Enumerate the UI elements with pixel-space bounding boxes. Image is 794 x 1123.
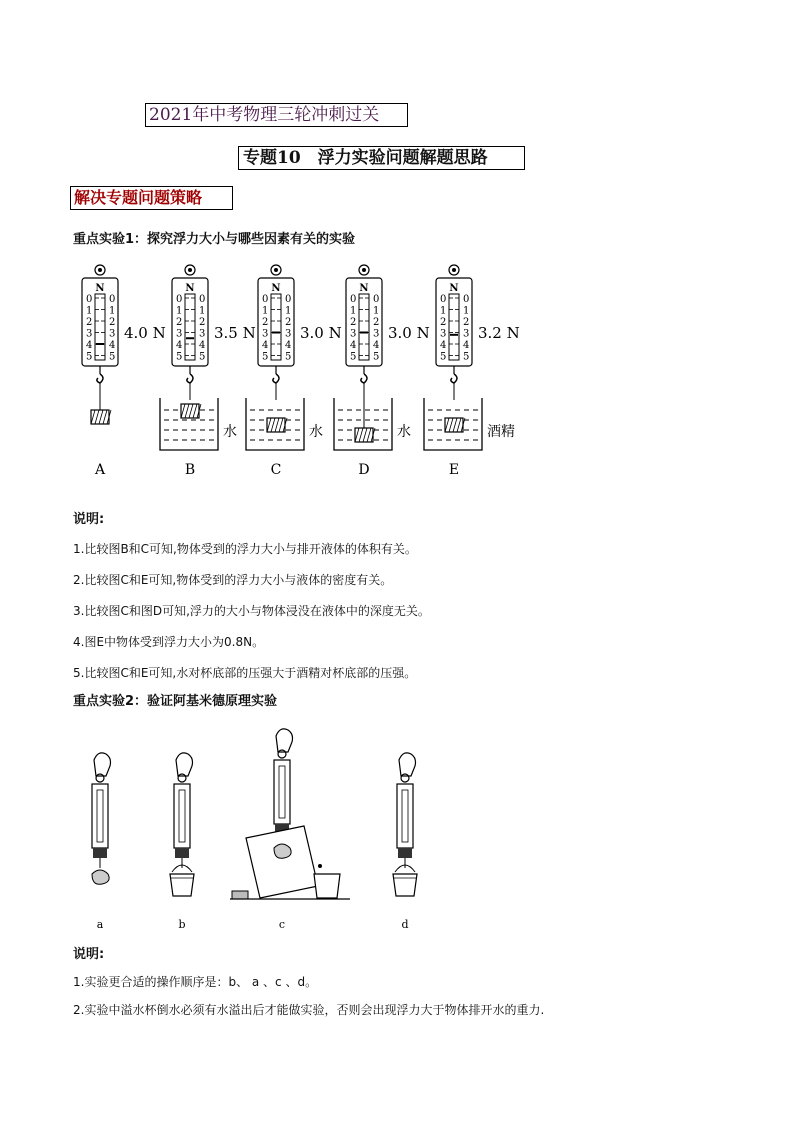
- scale-tick-left: 1: [86, 305, 93, 317]
- liquid-label-B: 水: [223, 424, 237, 440]
- scale-tick-right: 3: [463, 328, 470, 340]
- scale-hook: [361, 374, 367, 383]
- scale-tick-right: 4: [199, 340, 206, 351]
- scale-tick-right: 2: [199, 317, 206, 328]
- liquid-label-E: 酒精: [487, 424, 515, 440]
- scale-tick-left: 1: [262, 305, 269, 317]
- setup-a: [92, 753, 111, 931]
- scale-tick-left: 3: [440, 328, 447, 340]
- scale-reading-B: 3.5 N: [214, 324, 256, 342]
- scale-tick-right: 1: [109, 305, 116, 317]
- scale-tick-right: 3: [285, 328, 292, 340]
- scale-tick-right: 3: [199, 328, 206, 340]
- scale-tick-right: 4: [109, 340, 116, 351]
- scale-tick-right: 0: [373, 294, 380, 305]
- scale-tick-left: 2: [86, 317, 93, 328]
- spring-scale-D: [334, 265, 430, 478]
- scale-tick-left: 2: [262, 317, 269, 328]
- scale-tube: [449, 294, 459, 360]
- hand-icon: [176, 753, 193, 776]
- scale-reading-D: 3.0 N: [388, 324, 430, 342]
- scale-tick-right: 0: [199, 294, 206, 305]
- small-cup: [314, 874, 340, 898]
- scale-tick-left: 4: [440, 340, 447, 351]
- setup-d: [393, 753, 417, 931]
- scale-tube: [95, 294, 105, 360]
- scale-tick-right: 1: [199, 305, 206, 317]
- spring-scale-A: [82, 265, 166, 478]
- scale-tick-right: 0: [285, 294, 292, 305]
- exp1-note-3: 3.比较图C和图D可知,浮力的大小与物体浸没在液体中的深度无关。: [73, 604, 430, 618]
- scale-tick-left: 0: [176, 294, 183, 305]
- exp1-note-4: 4.图E中物体受到浮力大小为0.8N。: [73, 635, 265, 649]
- scale-reading-E: 3.2 N: [478, 324, 520, 342]
- topic-subtitle: 专题10 浮力实验问题解题思路: [238, 146, 525, 170]
- scale-tick-right: 5: [373, 351, 380, 363]
- scale-unit: N: [185, 283, 195, 294]
- hand-icon: [276, 729, 293, 752]
- scale-tick-left: 5: [350, 351, 357, 363]
- scale-tick-left: 4: [350, 340, 357, 351]
- scale-tick-left: 4: [262, 340, 269, 351]
- scale-tick-right: 5: [109, 351, 116, 363]
- scale-tick-right: 4: [373, 340, 380, 351]
- exp2-heading: 重点实验2：验证阿基米德原理实验: [73, 694, 278, 709]
- setup-b: [170, 753, 194, 931]
- scale-tick-right: 4: [285, 340, 292, 351]
- scale-tick-left: 0: [350, 294, 357, 305]
- scale-hook: [97, 374, 103, 383]
- scale-unit: N: [95, 283, 105, 294]
- wedge-block: [232, 891, 248, 899]
- scale-tick-left: 2: [440, 317, 447, 328]
- scale-tick-right: 5: [463, 351, 470, 363]
- scale-tick-right: 3: [373, 328, 380, 340]
- scale-tube: [271, 294, 281, 360]
- figure-label-E: E: [448, 462, 460, 478]
- exp1-notes-title: 说明:: [73, 512, 105, 527]
- scale-tick-right: 5: [285, 351, 292, 363]
- exp2-figure: [70, 720, 450, 940]
- figure-label-a: a: [96, 918, 104, 931]
- hand-icon: [94, 753, 111, 776]
- exp2-note-1: 1.实验更合适的操作顺序是：b、 a 、c 、d。: [73, 975, 318, 989]
- scale-reading-A: 4.0 N: [124, 324, 166, 342]
- overflow-can: [246, 826, 318, 898]
- stone: [274, 844, 291, 858]
- scale-tick-left: 0: [262, 294, 269, 305]
- exp1-heading: 重点实验1：探究浮力大小与哪些因素有关的实验: [73, 232, 356, 247]
- exp1-figure: [60, 258, 540, 488]
- exp2-notes-title: 说明:: [73, 947, 105, 962]
- figure-label-D: D: [358, 462, 370, 478]
- scale-hook: [273, 374, 279, 383]
- strategy-heading: 解决专题问题策略: [70, 186, 233, 210]
- scale-tick-left: 2: [176, 317, 183, 328]
- scale-tick-left: 5: [176, 351, 183, 363]
- scale-tick-left: 4: [86, 340, 93, 351]
- scale-tick-right: 2: [109, 317, 116, 328]
- scale-tick-right: 1: [463, 305, 470, 317]
- figure-label-c: c: [278, 918, 286, 931]
- scale-tick-left: 0: [86, 294, 93, 305]
- scale-unit: N: [359, 283, 369, 294]
- scale-tick-left: 3: [350, 328, 357, 340]
- scale-reading-C: 3.0 N: [300, 324, 342, 342]
- scale-hook: [451, 374, 457, 383]
- scale-tick-left: 2: [350, 317, 357, 328]
- scale-unit: N: [271, 283, 281, 294]
- scale-tick-right: 0: [109, 294, 116, 305]
- scale-tube: [185, 294, 195, 360]
- scale-tick-right: 2: [463, 317, 470, 328]
- scale-tick-left: 0: [440, 294, 447, 305]
- scale-tube: [359, 294, 369, 360]
- exp2-note-2: 2.实验中溢水杯倒水必须有水溢出后才能做实验，否则会出现浮力大于物体排开水的重力.: [73, 1003, 545, 1017]
- figure-label-d: d: [401, 918, 409, 931]
- scale-tick-left: 3: [176, 328, 183, 340]
- scale-tick-left: 3: [86, 328, 93, 340]
- scale-tick-left: 1: [440, 305, 447, 317]
- scale-tick-right: 1: [373, 305, 380, 317]
- scale-tick-left: 5: [440, 351, 447, 363]
- hand-icon: [399, 753, 416, 776]
- scale-tick-right: 3: [109, 328, 116, 340]
- exp1-note-5: 5.比较图C和E可知,水对杯底部的压强大于酒精对杯底部的压强。: [73, 666, 417, 680]
- liquid-label-D: 水: [397, 424, 411, 440]
- scale-tick-right: 5: [199, 351, 206, 363]
- scale-hook: [187, 374, 193, 383]
- liquid-label-C: 水: [309, 424, 323, 440]
- figure-label-A: A: [94, 462, 106, 478]
- setup-c: [230, 729, 350, 931]
- bucket: [170, 874, 194, 896]
- scale-tick-right: 2: [373, 317, 380, 328]
- scale-tick-right: 0: [463, 294, 470, 305]
- scale-tick-left: 5: [86, 351, 93, 363]
- exp1-note-2: 2.比较图C和E可知,物体受到的浮力大小与液体的密度有关。: [73, 573, 393, 587]
- spring-scale-E: [424, 265, 520, 478]
- header-title: 2021年中考物理三轮冲刺过关: [145, 103, 408, 127]
- scale-tick-left: 3: [262, 328, 269, 340]
- figure-label-B: B: [184, 462, 196, 478]
- scale-tick-left: 1: [350, 305, 357, 317]
- bucket: [393, 874, 417, 896]
- scale-tick-right: 2: [285, 317, 292, 328]
- figure-label-C: C: [270, 462, 282, 478]
- spring-scale-B: [160, 265, 256, 478]
- figure-label-b: b: [178, 918, 186, 931]
- stone: [92, 870, 109, 884]
- scale-tick-left: 4: [176, 340, 183, 351]
- exp1-note-1: 1.比较图B和C可知,物体受到的浮力大小与排开液体的体积有关。: [73, 542, 417, 556]
- spring-scale-C: [246, 265, 342, 478]
- scale-tick-right: 1: [285, 305, 292, 317]
- scale-unit: N: [449, 283, 459, 294]
- scale-tick-left: 5: [262, 351, 269, 363]
- scale-tick-right: 4: [463, 340, 470, 351]
- scale-tick-left: 1: [176, 305, 183, 317]
